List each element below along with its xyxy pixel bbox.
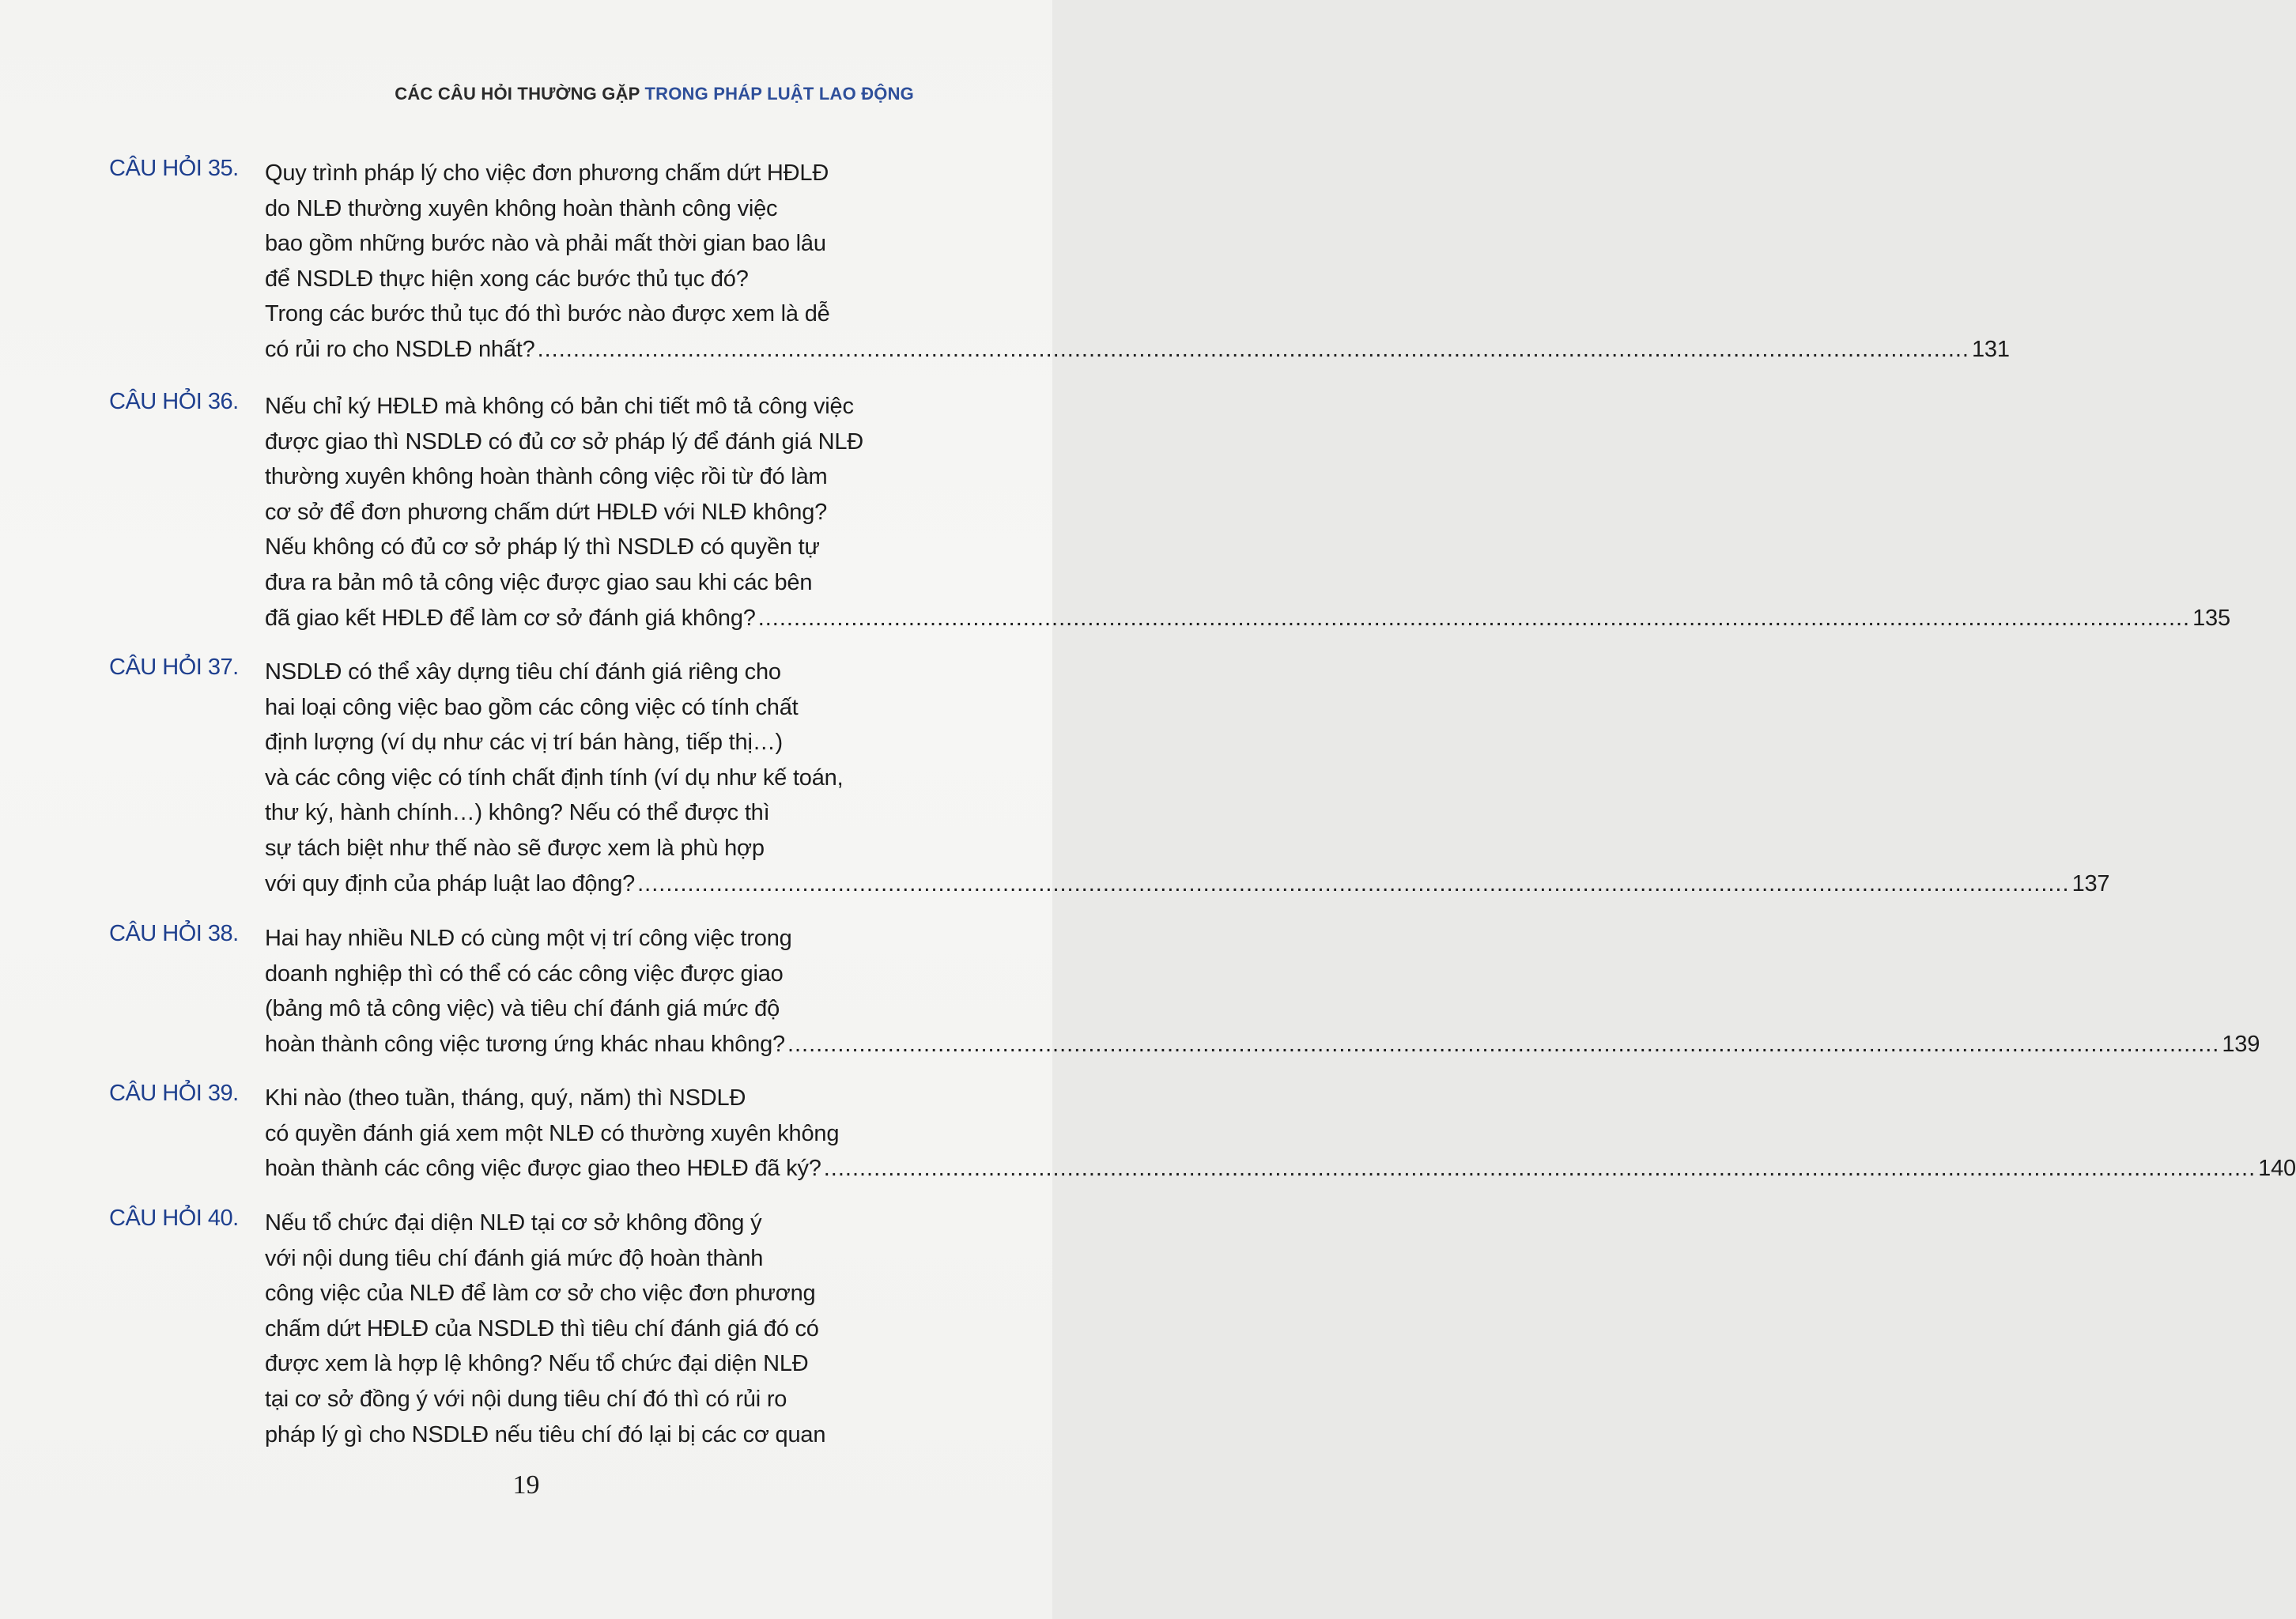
text-line: Hai hay nhiều NLĐ có cùng một vị trí công việc trong bbox=[265, 926, 792, 951]
text-line: hai loại công việc bao gồm các công việc có tính chất bbox=[265, 694, 799, 720]
page-reference: 140 bbox=[2258, 1156, 2296, 1182]
text-line: NSDLĐ có thể xây dựng tiêu chí đánh giá riêng cho bbox=[265, 659, 781, 685]
text-line: tại cơ sở đồng ý với nội dung tiêu chí đó thì có rủi ro bbox=[265, 1386, 787, 1412]
toc-leader-line bbox=[265, 1151, 2296, 1187]
text-line: có rủi ro cho NSDLĐ nhất? bbox=[265, 336, 535, 362]
page-reference: 135 bbox=[2192, 605, 2230, 631]
text-line: Nếu không có đủ cơ sở pháp lý thì NSDLĐ có quyền tự bbox=[265, 534, 820, 560]
text-line: (bảng mô tả công việc) và tiêu chí đánh giá mức độ bbox=[265, 996, 780, 1022]
question-label: CÂU HỎI 35. bbox=[109, 156, 239, 181]
dot-leader: ........................................................................................................................................................................................................ bbox=[757, 605, 2191, 631]
text-line: với quy định của pháp luật lao động? bbox=[265, 870, 636, 896]
question-label: CÂU HỎI 37. bbox=[109, 655, 239, 680]
text-line: doanh nghiệp thì có thể có các công việc được giao bbox=[265, 960, 784, 987]
text-line: bao gồm những bước nào và phải mất thời gian bao lâu bbox=[265, 231, 826, 257]
text-line: công việc của NLĐ để làm cơ sở cho việc đơn phương bbox=[265, 1281, 816, 1307]
text-line: Trong các bước thủ tục đó thì bước nào được xem là dễ bbox=[265, 301, 830, 327]
text-line: được giao thì NSDLĐ có đủ cơ sở pháp lý để đánh giá NLĐ bbox=[265, 428, 864, 455]
text-line: cơ sở để đơn phương chấm dứt HĐLĐ với NLĐ không? bbox=[265, 499, 828, 525]
header-title-part2: TRONG PHÁP LUẬT LAO ĐỘNG bbox=[644, 84, 914, 104]
dot-leader: ........................................................................................................................................................................................................ bbox=[823, 1156, 2256, 1182]
text-line: Nếu chỉ ký HĐLĐ mà không có bản chi tiết mô tả công việc bbox=[265, 394, 854, 419]
question-label: CÂU HỎI 40. bbox=[109, 1206, 239, 1231]
question-text bbox=[265, 655, 2110, 901]
text-line: đã giao kết HĐLĐ để làm cơ sở đánh giá không? bbox=[265, 605, 756, 631]
text-line: và các công việc có tính chất định tính (ví dụ như kế toán, bbox=[265, 764, 844, 791]
question-text bbox=[265, 1206, 893, 1452]
dot-leader: ........................................................................................................................................................................................................ bbox=[637, 870, 2070, 896]
toc-leader-line bbox=[265, 1027, 2260, 1062]
toc-leader-line bbox=[265, 332, 2010, 368]
text-line: pháp lý gì cho NSDLĐ nếu tiêu chí đó lại bị các cơ quan bbox=[265, 1421, 826, 1447]
page-reference: 137 bbox=[2071, 870, 2110, 896]
text-line: thường xuyên không hoàn thành công việc rồi từ đó làm bbox=[265, 464, 828, 490]
dot-leader: ........................................................................................................................................................................................................ bbox=[537, 336, 1969, 362]
question-text bbox=[265, 156, 2010, 368]
toc-leader-line bbox=[265, 601, 2230, 636]
question-label: CÂU HỎI 39. bbox=[109, 1081, 239, 1106]
question-text bbox=[265, 921, 2260, 1062]
question-label: CÂU HỎI 38. bbox=[109, 921, 239, 946]
text-line: có quyền đánh giá xem một NLĐ có thường xuyên không bbox=[265, 1120, 840, 1146]
text-line: hoàn thành công việc tương ứng khác nhau không? bbox=[265, 1031, 785, 1057]
text-line: định lượng (ví dụ như các vị trí bán hàng, tiếp thị…) bbox=[265, 730, 783, 756]
text-line: Nếu tổ chức đại diện NLĐ tại cơ sở không đồng ý bbox=[265, 1210, 762, 1236]
text-line: thư ký, hành chính…) không? Nếu có thể được thì bbox=[265, 800, 770, 826]
text-line: Quy trình pháp lý cho việc đơn phương chấm dứt HĐLĐ bbox=[265, 160, 829, 186]
dot-leader: ........................................................................................................................................................................................................ bbox=[787, 1031, 2220, 1057]
question-text bbox=[265, 389, 2230, 636]
page-reference: 139 bbox=[2222, 1031, 2260, 1057]
running-header bbox=[395, 84, 914, 104]
text-line: Khi nào (theo tuần, tháng, quý, năm) thì NSDLĐ bbox=[265, 1085, 746, 1111]
text-line: đưa ra bản mô tả công việc được giao sau khi các bên bbox=[265, 569, 813, 595]
text-line: để NSDLĐ thực hiện xong các bước thủ tục đó? bbox=[265, 266, 749, 292]
header-title-part1: CÁC CÂU HỎI THƯỜNG GẶP bbox=[395, 84, 640, 104]
text-line: được xem là hợp lệ không? Nếu tổ chức đại diện NLĐ bbox=[265, 1351, 809, 1377]
toc-leader-line bbox=[265, 866, 2110, 902]
text-line: hoàn thành các công việc được giao theo HĐLĐ đã ký? bbox=[265, 1156, 821, 1182]
question-text bbox=[265, 1081, 2296, 1187]
page-reference: 131 bbox=[1972, 336, 2010, 362]
text-line: với nội dung tiêu chí đánh giá mức độ hoàn thành bbox=[265, 1245, 764, 1271]
page-number: 19 bbox=[512, 1470, 540, 1500]
text-line: do NLĐ thường xuyên không hoàn thành công việc bbox=[265, 195, 778, 221]
question-label: CÂU HỎI 36. bbox=[109, 389, 239, 414]
text-line: sự tách biệt như thế nào sẽ được xem là phù hợp bbox=[265, 835, 765, 861]
text-line: chấm dứt HĐLĐ của NSDLĐ thì tiêu chí đánh giá đó có bbox=[265, 1315, 819, 1342]
